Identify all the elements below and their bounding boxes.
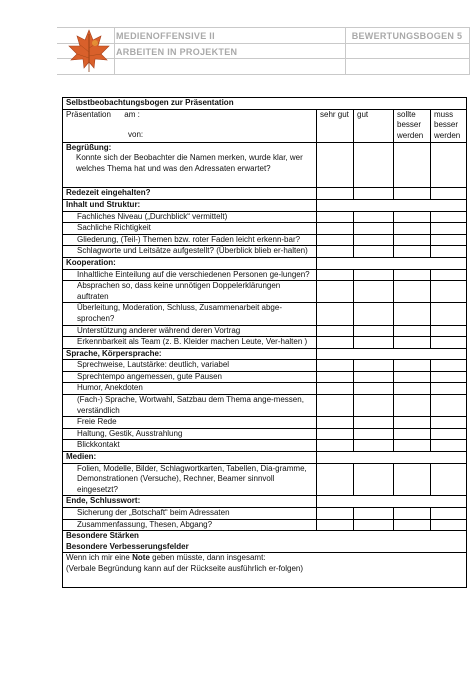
rating-cell[interactable] (394, 211, 431, 223)
rating-cell[interactable] (317, 142, 354, 188)
rating-cell[interactable] (394, 371, 431, 383)
criterion-label: Sachliche Richtigkeit (63, 223, 317, 235)
criterion-label: (Fach-) Sprache, Wortwahl, Satzbau dem Thema ange-messen, verständlich (63, 395, 317, 417)
rating-cell[interactable] (394, 337, 431, 349)
improvements-label: Besondere Verbesserungsfelder (66, 541, 189, 551)
criterion-label: Gliederung, (Teil-) Themen bzw. roter Faden leicht erkenn-bar? (63, 234, 317, 246)
rating-cell[interactable] (317, 211, 354, 223)
rating-cell[interactable] (354, 371, 394, 383)
header-mid-line (57, 43, 470, 44)
grade-note: (Verbale Begründung kann auf der Rückseite ausführlich er-folgen) (66, 563, 304, 573)
rating-cell[interactable] (317, 440, 354, 452)
criterion-row (63, 508, 467, 520)
rating-cell[interactable] (431, 325, 467, 337)
rating-cell[interactable] (394, 383, 431, 395)
criterion-label: Zusammenfassung, Thesen, Abgang? (63, 519, 317, 531)
rating-cell[interactable] (354, 395, 394, 417)
section-heading-label: Kooperation: (66, 257, 116, 267)
section-heading-label: Inhalt und Struktur: (66, 199, 141, 209)
rating-cell[interactable] (431, 508, 467, 520)
section-heading[interactable] (63, 142, 317, 188)
section-heading[interactable] (63, 188, 317, 200)
rating-cell[interactable] (394, 223, 431, 235)
rating-cell[interactable] (354, 211, 394, 223)
grade-suffix: geben müsste, dann insgesamt: (149, 553, 266, 563)
header-divider-left (114, 27, 115, 75)
rating-cell[interactable] (354, 417, 394, 429)
column-header-should-improve: sollte besser werden (394, 109, 431, 142)
rating-cell[interactable] (354, 440, 394, 452)
criterion-label: Sprechweise, Lautstärke: deutlich, variabel (63, 360, 317, 372)
criterion-row (63, 223, 467, 235)
rating-cell[interactable] (317, 223, 354, 235)
rating-cell[interactable] (354, 463, 394, 496)
presentation-info-cell[interactable] (63, 109, 317, 142)
criterion-row (63, 234, 467, 246)
page-header (57, 27, 470, 75)
header-subtitle: ARBEITEN IN PROJEKTEN (116, 47, 238, 57)
rating-cell[interactable] (394, 440, 431, 452)
column-header-row (63, 109, 467, 142)
section-heading-row (63, 199, 467, 211)
rating-cell[interactable] (431, 142, 467, 188)
form-title: Selbstbeobachtungsbogen zur Präsentation (63, 98, 467, 110)
rating-cell[interactable] (317, 269, 354, 281)
rating-cell[interactable] (394, 395, 431, 417)
criterion-row (63, 281, 467, 303)
rating-cell[interactable] (394, 463, 431, 496)
section-heading-row (63, 452, 467, 464)
strengths-label: Besondere Stärken (66, 531, 139, 541)
header-bottom-line (57, 74, 470, 75)
criterion-row (63, 303, 467, 325)
rating-cell[interactable] (431, 519, 467, 531)
section-heading (63, 496, 317, 508)
autumn-leaf-icon (67, 28, 111, 74)
rating-cell[interactable] (354, 234, 394, 246)
rating-cell[interactable] (394, 303, 431, 325)
rating-cell[interactable] (431, 211, 467, 223)
rating-cell[interactable] (354, 383, 394, 395)
criterion-row (63, 337, 467, 349)
rating-cell[interactable] (317, 188, 354, 200)
rating-cell[interactable] (354, 508, 394, 520)
rating-cell[interactable] (354, 360, 394, 372)
criterion-label: Sicherung der „Botschaft“ beim Adressaten (63, 508, 317, 520)
rating-cell[interactable] (354, 519, 394, 531)
header-form-number: BEWERTUNGSBOGEN 5 (351, 31, 463, 41)
rating-cell[interactable] (317, 417, 354, 429)
rating-cell[interactable] (431, 223, 467, 235)
criterion-row (63, 395, 467, 417)
column-header-must-improve: muss besser werden (431, 109, 467, 142)
rating-cell[interactable] (317, 246, 354, 258)
criterion-label: Haltung, Gestik, Ausstrahlung (63, 428, 317, 440)
header-series-title: MEDIENOFFENSIVE II (116, 31, 215, 41)
section-heading-spacer (317, 199, 467, 211)
header-low-line (57, 58, 470, 59)
criterion-label: Humor, Anekdoten (63, 383, 317, 395)
rating-cell[interactable] (431, 440, 467, 452)
rating-cell[interactable] (317, 519, 354, 531)
rating-cell[interactable] (394, 246, 431, 258)
criterion-label: Folien, Modelle, Bilder, Schlagwortkarten, Tabellen, Dia-gramme, Demonstrationen (Versuche), Rechner, Beamer sinnvoll eingesetzt? (63, 463, 317, 496)
rating-cell[interactable] (354, 142, 394, 188)
criterion-row (63, 211, 467, 223)
rating-cell[interactable] (354, 325, 394, 337)
section-heading-label: Redezeit eingehalten? (66, 188, 151, 198)
section-heading-spacer (317, 348, 467, 360)
rating-cell[interactable] (317, 463, 354, 496)
rating-cell[interactable] (431, 246, 467, 258)
criterion-row (63, 417, 467, 429)
section-heading-spacer (317, 452, 467, 464)
rating-cell[interactable] (317, 303, 354, 325)
rating-cell[interactable] (317, 508, 354, 520)
criterion-label: Fachliches Niveau („Durchblick“ vermittelt) (63, 211, 317, 223)
rating-cell[interactable] (394, 519, 431, 531)
rating-cell[interactable] (394, 325, 431, 337)
criterion-row (63, 371, 467, 383)
section-note: Konnte sich der Beobachter die Namen merken, wurde klar, wer welches Thema hat und was den Adressaten erwartet? (76, 153, 303, 173)
rating-cell[interactable] (431, 360, 467, 372)
rating-cell[interactable] (431, 383, 467, 395)
criterion-row (63, 463, 467, 496)
presentation-date-label: Präsentation am : (66, 109, 140, 119)
rating-cell[interactable] (354, 281, 394, 303)
criterion-row (63, 269, 467, 281)
rating-cell[interactable] (431, 188, 467, 200)
criterion-label: Inhaltliche Einteilung auf die verschiedenen Personen ge-lungen? (63, 269, 317, 281)
section-heading-spacer (317, 496, 467, 508)
section-heading-row (63, 188, 467, 200)
section-heading-label: Sprache, Körpersprache: (66, 348, 162, 358)
rating-cell[interactable] (354, 303, 394, 325)
grade-row (63, 553, 467, 588)
rating-cell[interactable] (317, 337, 354, 349)
rating-cell[interactable] (394, 188, 431, 200)
section-heading (63, 348, 317, 360)
rating-cell[interactable] (431, 234, 467, 246)
rating-cell[interactable] (394, 360, 431, 372)
rating-cell[interactable] (354, 223, 394, 235)
rating-cell[interactable] (317, 371, 354, 383)
rating-cell[interactable] (431, 395, 467, 417)
column-header-very-good: sehr gut (317, 109, 354, 142)
rating-cell[interactable] (394, 417, 431, 429)
rating-cell[interactable] (431, 428, 467, 440)
criterion-label: Erkennbarkeit als Team (z. B. Kleider machen Leute, Ver-halten ) (63, 337, 317, 349)
rating-cell[interactable] (394, 508, 431, 520)
rating-cell[interactable] (431, 303, 467, 325)
criterion-row (63, 246, 467, 258)
rating-cell[interactable] (431, 417, 467, 429)
strengths-cell[interactable] (63, 531, 467, 553)
rating-cell[interactable] (317, 234, 354, 246)
rating-cell[interactable] (317, 428, 354, 440)
criterion-label: Unterstützung anderer während deren Vortrag (63, 325, 317, 337)
rating-cell[interactable] (317, 281, 354, 303)
section-heading (63, 199, 317, 211)
section-heading-label: Ende, Schlusswort: (66, 496, 141, 506)
criterion-label: Sprechtempo angemessen, gute Pausen (63, 371, 317, 383)
strengths-row (63, 531, 467, 553)
rating-cell[interactable] (317, 383, 354, 395)
section-heading-label: Medien: (66, 452, 97, 462)
criterion-label: Überleitung, Moderation, Schluss, Zusammenarbeit abge-sprochen? (63, 303, 317, 325)
rating-cell[interactable] (394, 269, 431, 281)
rating-cell[interactable] (354, 269, 394, 281)
section-heading (63, 452, 317, 464)
criterion-label: Absprachen so, dass keine unnötigen Doppelerklärungen auftraten (63, 281, 317, 303)
rating-cell[interactable] (394, 428, 431, 440)
rating-cell[interactable] (431, 463, 467, 496)
grade-word: Note (132, 553, 150, 563)
rating-cell[interactable] (317, 360, 354, 372)
criterion-row (63, 360, 467, 372)
section-heading-row (63, 257, 467, 269)
criterion-row (63, 325, 467, 337)
rating-cell[interactable] (317, 325, 354, 337)
rating-cell[interactable] (354, 428, 394, 440)
criterion-row (63, 440, 467, 452)
criterion-row (63, 383, 467, 395)
criterion-label: Schlagworte und Leitsätze aufgestellt? (Überblick blieb er-halten) (63, 246, 317, 258)
section-heading-label: Begrüßung: (66, 142, 112, 152)
criterion-label: Blickkontakt (63, 440, 317, 452)
rating-cell[interactable] (354, 246, 394, 258)
table-title-row (63, 98, 467, 110)
rating-cell[interactable] (431, 371, 467, 383)
section-heading-row (63, 348, 467, 360)
section-heading (63, 257, 317, 269)
grade-prompt (66, 553, 463, 564)
section-heading-row (63, 496, 467, 508)
header-top-line (57, 27, 470, 28)
rating-cell[interactable] (354, 337, 394, 349)
grade-prefix: Wenn ich mir eine (66, 553, 133, 563)
rating-cell[interactable] (394, 234, 431, 246)
rating-cell[interactable] (431, 281, 467, 303)
header-divider-right (469, 27, 470, 75)
presentation-from-label: von: (128, 130, 144, 140)
rating-cell[interactable] (394, 142, 431, 188)
rating-cell[interactable] (317, 395, 354, 417)
criterion-row (63, 519, 467, 531)
rating-cell[interactable] (354, 188, 394, 200)
criterion-label: Freie Rede (63, 417, 317, 429)
section-heading-row (63, 142, 467, 188)
rating-cell[interactable] (431, 269, 467, 281)
column-header-good: gut (354, 109, 394, 142)
rating-cell[interactable] (431, 337, 467, 349)
criterion-row (63, 428, 467, 440)
grade-cell[interactable] (63, 553, 467, 588)
evaluation-table (62, 97, 467, 588)
header-divider-mid (345, 27, 346, 75)
section-heading-spacer (317, 257, 467, 269)
rating-cell[interactable] (394, 281, 431, 303)
